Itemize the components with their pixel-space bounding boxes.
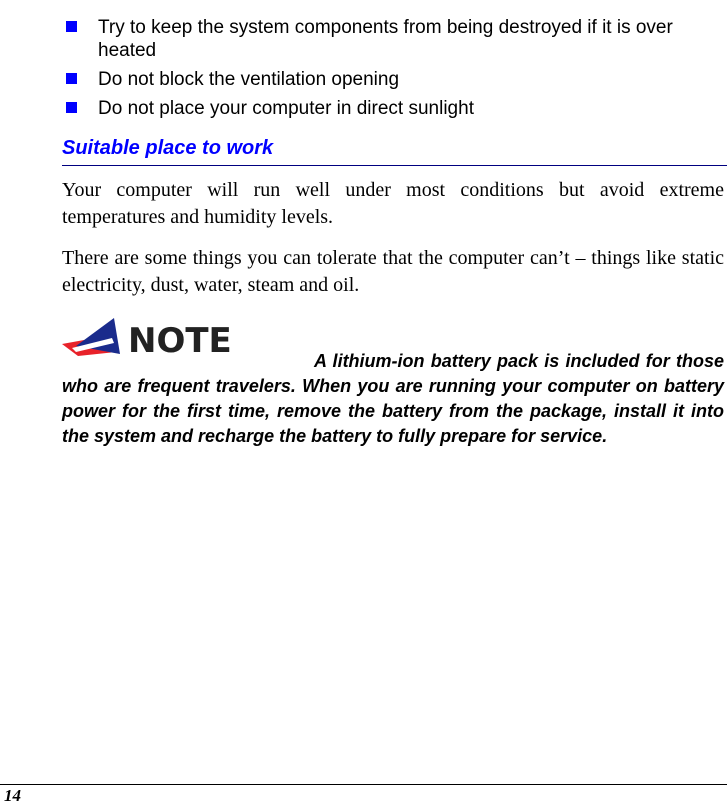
bullet-item (62, 68, 722, 91)
bullet-list (62, 16, 722, 126)
section-divider (62, 165, 727, 166)
note-text: A lithium-ion battery pack is included for those who are frequent travelers. When you are running your computer on battery power for the first time, remove the battery from the package, install it into the system and recharge the battery to fully prepare for service. (62, 351, 724, 446)
body-paragraph: There are some things you can tolerate that the computer can’t – things like static electricity, dust, water, steam and oil. (62, 247, 724, 296)
footer-divider (0, 784, 727, 785)
bullet-item (62, 97, 722, 120)
bullet-text: Do not block the ventilation opening (98, 69, 400, 90)
bullet-item (62, 16, 722, 62)
square-bullet-icon (66, 73, 77, 84)
section-heading: Suitable place to work (62, 137, 274, 159)
note-logo-label: NOTE (128, 321, 232, 360)
body-paragraph: Your computer will run well under most conditions but avoid extreme temperatures and humidity levels. (62, 179, 724, 228)
square-bullet-icon (66, 102, 77, 113)
bullet-text: Do not place your computer in direct sunlight (98, 98, 474, 119)
page-number: 14 (4, 786, 21, 805)
bullet-text: Try to keep the system components from being destroyed if it is over heated (98, 17, 673, 61)
square-bullet-icon (66, 21, 77, 32)
